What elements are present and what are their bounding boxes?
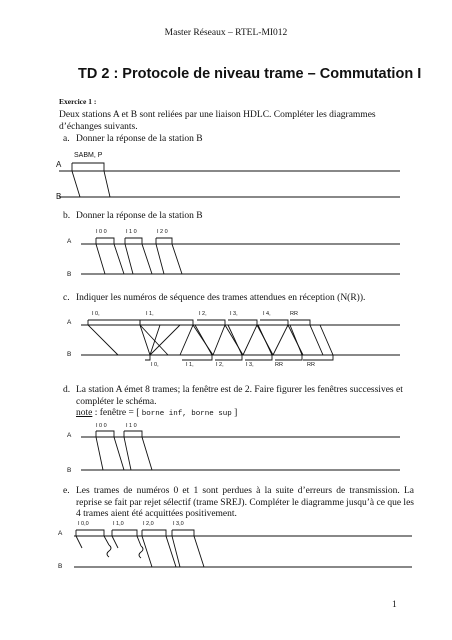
frame-label: I 2,0 [143,521,154,527]
item-d-marker: d. [63,385,71,395]
note-suffix: ] [231,408,238,418]
page-title: TD 2 : Protocole de niveau trame – Commutation I [78,66,422,82]
item-a-marker: a. [63,134,70,144]
station-b-label: B [67,271,72,278]
frame-arrow [156,238,182,274]
station-a-label: A [67,238,72,245]
station-a-label: A [67,319,72,326]
item-c-text: Indiquer les numéros de séquence des trames attendues en réception (N(R)). [76,293,366,303]
frame-label: I 2 0 [157,229,168,235]
station-a-label: A [56,160,62,169]
frame-arrow [288,325,303,355]
frame-arrow [72,163,110,197]
intro-text: Deux stations A et B sont reliées par une liaison HDLC. Compléter les diagrammes d’échanges suivants. [59,110,376,132]
frame-label: I 0, [92,311,100,317]
frame-label: I 3, [246,362,254,368]
error-squiggle [107,545,111,557]
frame-label: RR [307,362,315,368]
frame-arrow-lost [76,530,109,545]
frame-arrow-lost [76,530,82,548]
frame-label: I 2, [199,311,207,317]
exercise-heading: Exercice 1 : [59,97,97,106]
note-prefix: : fenêtre = [ [92,408,142,418]
station-b-label: B [67,467,72,474]
frame-label: I 3, [230,311,238,317]
item-c-marker: c. [63,293,70,303]
frame-label: I 0, [151,362,159,368]
error-squiggle [139,546,143,558]
frame-label: I 1 0 [126,229,137,235]
item-d-text: La station A émet 8 trames; la fenêtre est de 2. Faire figurer les fenêtres successives et compléter le schéma. [76,385,403,407]
station-b-label: B [58,563,63,570]
frame-label: I 1,0 [113,521,124,527]
frame-label: RR [290,311,298,317]
frame-label: I 3,0 [173,521,184,527]
item-b-marker: b. [63,211,71,221]
frame-label: RR [275,362,283,368]
note-mono: borne inf, borne sup [141,410,232,418]
item-b-text: Donner la réponse de la station B [76,211,203,221]
frame-label: I 2, [216,362,224,368]
note-label: note [76,408,93,418]
frame-arrow [156,238,164,274]
frame-label: I 4, [263,311,271,317]
page-header: Master Réseaux – RTEL-MI012 [164,28,288,38]
page-number: 1 [392,600,397,610]
item-a-text: Donner la réponse de la station B [76,134,203,144]
frame-arrow-lost [112,530,141,546]
station-b-label: B [67,351,72,358]
frame-label: I 1, [186,362,194,368]
frame-label: SABM, P [74,152,103,159]
frame-label: I 1 0 [126,423,137,429]
station-a-label: A [58,530,63,537]
frame-arrow [96,238,105,274]
item-e-marker: e. [63,486,70,496]
item-e-text: Les trames de numéros 0 et 1 sont perdues à la suite d’erreurs de transmission. La reprise se fait par rejet sélectif (trame SREJ). Compléter le diagramme jusqu’à ce que les 4 trames aient été acquittées positivement. [76,486,414,519]
frame-label: I 0 0 [96,423,107,429]
frame-label: I 0,0 [78,521,89,527]
frame-label: I 0 0 [96,229,107,235]
frame-arrow [125,238,152,274]
frame-arrow [72,163,80,197]
frame-label: I 1, [146,311,154,317]
station-a-label: A [67,432,72,439]
station-b-label: B [56,192,62,201]
frame-arrow-lost [112,530,118,548]
frame-arrow [96,238,124,274]
frame-arrow [125,238,133,274]
